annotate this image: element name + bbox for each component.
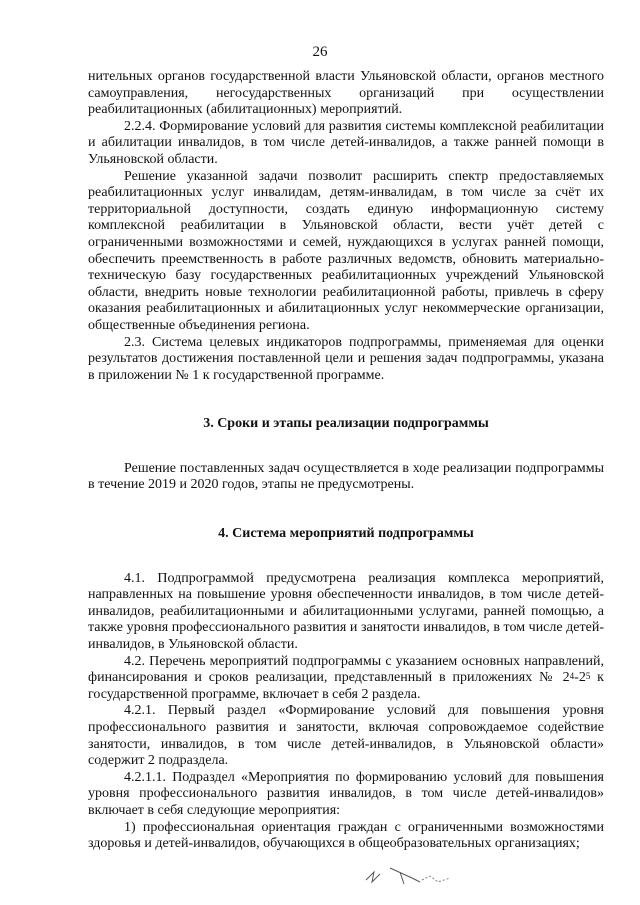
paragraph-2-3: 2.3. Система целевых индикаторов подпрограммы, применяемая для оценки результатов достижения поставленной цели и решения задач подпрограммы, указана в приложении № 1 к государственной программе.: [88, 334, 604, 383]
dash-2: -2: [574, 670, 586, 686]
section-heading-3: 3. Сроки и этапы реализации подпрограммы: [203, 416, 489, 432]
superscript-4: 4: [569, 671, 575, 682]
spacer: [88, 384, 604, 416]
paragraph-4-1: 4.1. Подпрограммой предусмотрена реализация комплекса мероприятий, направленных на повышение уровня обеспеченности инвалидов, в том числе детей-инвалидов, реабилитационными и абилитационными услугами, ранней помощью, а также уровня профессионального развития и занятости инвалидов, в том числе детей-инвалидов, в Ульяновской области.: [88, 570, 604, 653]
section-heading-4: 4. Система мероприятий подпрограммы: [218, 526, 474, 542]
paragraph-4-2: [88, 654, 604, 704]
superscript-5: 5: [585, 671, 591, 682]
paragraph-terms: Решение поставленных задач осуществляется в ходе реализации подпрограммы в течение 2019 и 2020 годов, этапы не предусмотрены.: [88, 460, 604, 493]
paragraph-task-solution: Решение указанной задачи позволит расширить спектр предоставляемых реабилитационных услуг инвалидам, детям-инвалидам, в том числе за счёт их территориальной доступности, создать единую информационную систему комплексной реабилитации в Ульяновской области, вести учёт детей с ограниченными возможностями и семей, нуждающихся в услугах ранней помощи, обеспечить преемственность в работе различных ведомств, обновить материально-техническую базу государственных реабилитационных учреждений Ульяновской области, внедрить новые технологии реабилитационной работы, привлечь в сферу оказания реабилитационных и абилитационных услуг некоммерческие организации, общественные объединения региона.: [88, 168, 604, 333]
paragraph-4-2-1: 4.2.1. Первый раздел «Формирование условий для повышения уровня профессионального развития и занятости, включая сопровождаемое содействие занятости, инвалидов, в том числе детей-инвалидов, в Ульяновской области» содержит 2 подраздела.: [88, 703, 604, 769]
paragraph-4-2-1-1: 4.2.1.1. Подраздел «Мероприятия по формированию условий для повышения уровня профессионального развития инвалидов, в том числе детей-инвалидов» включает в себя следующие мероприятия:: [88, 769, 604, 818]
paragraph-4-2-text-a: 4.2. Перечень мероприятий подпрограммы с указанием основных направлений, финансирования и сроков реализации, представленный в приложениях № 2: [88, 653, 604, 686]
paragraph-2-2-4: 2.2.4. Формирование условий для развития системы комплексной реабилитации и абилитации инвалидов, в том числе детей-инвалидов, а также ранней помощи в Ульяновской области.: [88, 118, 604, 167]
paragraph-4-2-text-b: к государственной программе, включает в себя 2 раздела.: [88, 670, 604, 702]
spacer: [88, 433, 604, 461]
spacer: [88, 543, 604, 571]
spacer: [88, 494, 604, 526]
page-number: 26: [312, 44, 328, 60]
page-body: [88, 69, 604, 853]
paragraph-continuation: нительных органов государственной власти Ульяновской области, органов местного самоуправления, негосударственных организаций при осуществлении реабилитационных (абилитационных) мероприятий.: [88, 69, 604, 118]
signature-mark: [360, 858, 460, 888]
list-item-1: 1) профессиональная ориентация граждан с ограниченными возможностями здоровья и детей-инвалидов, обучающихся в общеобразовательных организациях;: [88, 819, 604, 852]
